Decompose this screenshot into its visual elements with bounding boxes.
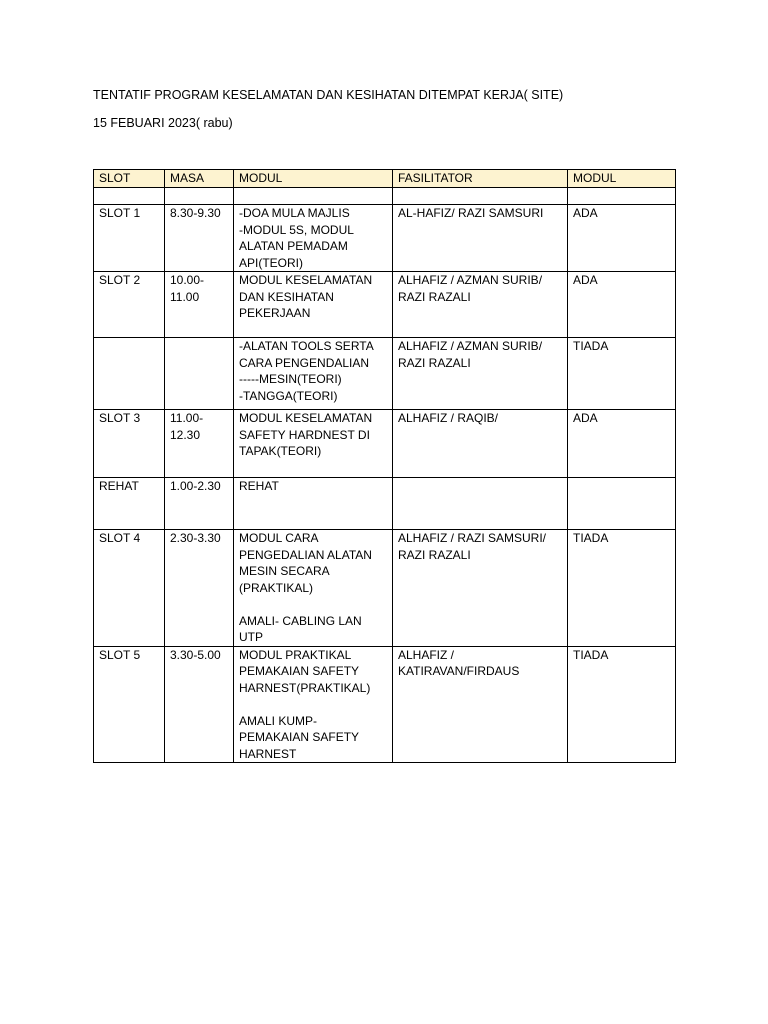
cell-fasilitator: [393, 205, 568, 272]
cell-line: -ALATAN TOOLS SERTA: [239, 339, 374, 353]
cell-masa: [165, 478, 234, 530]
cell-fasilitator: [393, 646, 568, 763]
cell-line: UTP: [239, 630, 263, 644]
cell-fasilitator: [393, 272, 568, 338]
cell-status: ADA: [568, 410, 676, 478]
cell-status: [568, 478, 676, 530]
cell-line: ALHAFIZ / RAZI SAMSURI/: [398, 531, 547, 545]
cell-modul: [234, 530, 393, 647]
cell-line: HARNEST(PRAKTIKAL): [239, 680, 371, 695]
cell-line: 12.30: [170, 427, 201, 442]
cell-line: ALHAFIZ /: [398, 647, 455, 662]
cell-line: REHAT: [239, 479, 279, 493]
cell-line: TAPAK(TEORI): [239, 444, 322, 458]
cell-modul: [234, 338, 393, 410]
cell-line: KATIRAVAN/FIRDAUS: [398, 664, 520, 678]
table-row: [94, 530, 676, 647]
document-title: TENTATIF PROGRAM KESELAMATAN DAN KESIHATAN DITEMPAT KERJA( SITE): [93, 88, 564, 102]
cell-masa: [165, 205, 234, 272]
cell-masa: [165, 530, 234, 647]
cell-line: 2.30-3.30: [170, 531, 221, 545]
cell-line: ALHAFIZ / RAQIB/: [398, 411, 499, 425]
cell-slot: REHAT: [94, 478, 165, 530]
cell-line: PEMAKAIAN SAFETY: [239, 664, 360, 678]
table-row: [94, 205, 676, 272]
cell-modul: [234, 646, 393, 763]
header-fasilitator: FASILITATOR: [393, 170, 568, 188]
cell-line: PEKERJAAN: [239, 306, 311, 320]
cell-line: CARA PENGENDALIAN: [239, 355, 370, 370]
cell-line: 10.00-: [170, 273, 205, 287]
cell-masa: [165, 410, 234, 478]
cell-line: MODUL KESELAMATAN: [239, 411, 373, 425]
cell-line: RAZI RAZALI: [398, 289, 471, 304]
cell-line: [239, 596, 387, 613]
cell-line: [239, 696, 387, 713]
document-date: 15 FEBUARI 2023( rabu): [93, 116, 233, 130]
cell-line: -MODUL 5S, MODUL: [239, 222, 354, 237]
cell-fasilitator: [393, 478, 568, 530]
cell-line: RAZI RAZALI: [398, 355, 471, 370]
cell-fasilitator: [393, 530, 568, 647]
cell-slot: SLOT 5: [94, 646, 165, 763]
cell-line: 11.00-: [170, 411, 204, 425]
table-header-row: [94, 170, 676, 188]
cell-line: MODUL CARA: [239, 531, 319, 545]
cell-line: 8.30-9.30: [170, 206, 221, 220]
cell-line: -DOA MULA MAJLIS: [239, 206, 350, 220]
cell-slot: [94, 338, 165, 410]
cell-line: AMALI- CABLING LAN: [239, 613, 362, 628]
cell-line: MODUL KESELAMATAN: [239, 273, 373, 287]
table-row: [94, 338, 676, 410]
cell-fasilitator: [393, 338, 568, 410]
schedule-table: [93, 169, 676, 763]
cell-fasilitator: [393, 410, 568, 478]
cell-status: TIADA: [568, 530, 676, 647]
cell-status: TIADA: [568, 646, 676, 763]
cell-masa: [165, 646, 234, 763]
cell-line: -----MESIN(TEORI): [239, 372, 342, 386]
cell-line: 1.00-2.30: [170, 479, 221, 493]
cell-masa: [165, 272, 234, 338]
cell-modul: [234, 205, 393, 272]
header-masa: MASA: [165, 170, 234, 188]
cell-masa: [165, 338, 234, 410]
table-row: [94, 646, 676, 763]
table-body: [94, 188, 676, 763]
header-modul-status: MODUL: [568, 170, 676, 188]
cell-slot: SLOT 2: [94, 272, 165, 338]
cell-line: MESIN SECARA: [239, 564, 330, 578]
table-spacer-row: [94, 188, 676, 205]
cell-line: PEMAKAIAN SAFETY: [239, 730, 360, 744]
cell-line: API(TEORI): [239, 255, 304, 270]
cell-status: ADA: [568, 272, 676, 338]
cell-line: MODUL PRAKTIKAL: [239, 647, 352, 662]
cell-line: ALHAFIZ / AZMAN SURIB/: [398, 273, 543, 287]
cell-line: AMALI KUMP-: [239, 713, 318, 728]
cell-line: 3.30-5.00: [170, 647, 221, 662]
cell-line: SAFETY HARDNEST DI: [239, 427, 370, 442]
cell-line: DAN KESIHATAN: [239, 289, 334, 304]
cell-line: ALHAFIZ / AZMAN SURIB/: [398, 339, 543, 353]
header-modul: MODUL: [234, 170, 393, 188]
header-slot: SLOT: [94, 170, 165, 188]
cell-slot: SLOT 4: [94, 530, 165, 647]
table-row: [94, 478, 676, 530]
cell-modul: [234, 478, 393, 530]
cell-modul: [234, 410, 393, 478]
cell-line: -TANGGA(TEORI): [239, 388, 338, 403]
cell-line: 11.00: [170, 289, 200, 304]
cell-line: ALATAN PEMADAM: [239, 239, 348, 253]
table-row: [94, 410, 676, 478]
cell-status: ADA: [568, 205, 676, 272]
cell-slot: SLOT 1: [94, 205, 165, 272]
cell-line: PENGEDALIAN ALATAN: [239, 547, 372, 562]
cell-modul: [234, 272, 393, 338]
cell-line: (PRAKTIKAL): [239, 580, 314, 595]
table-row: [94, 272, 676, 338]
cell-line: HARNEST: [239, 746, 297, 761]
cell-line: AL-HAFIZ/ RAZI SAMSURI: [398, 206, 544, 220]
cell-status: TIADA: [568, 338, 676, 410]
cell-line: RAZI RAZALI: [398, 547, 471, 562]
cell-slot: SLOT 3: [94, 410, 165, 478]
